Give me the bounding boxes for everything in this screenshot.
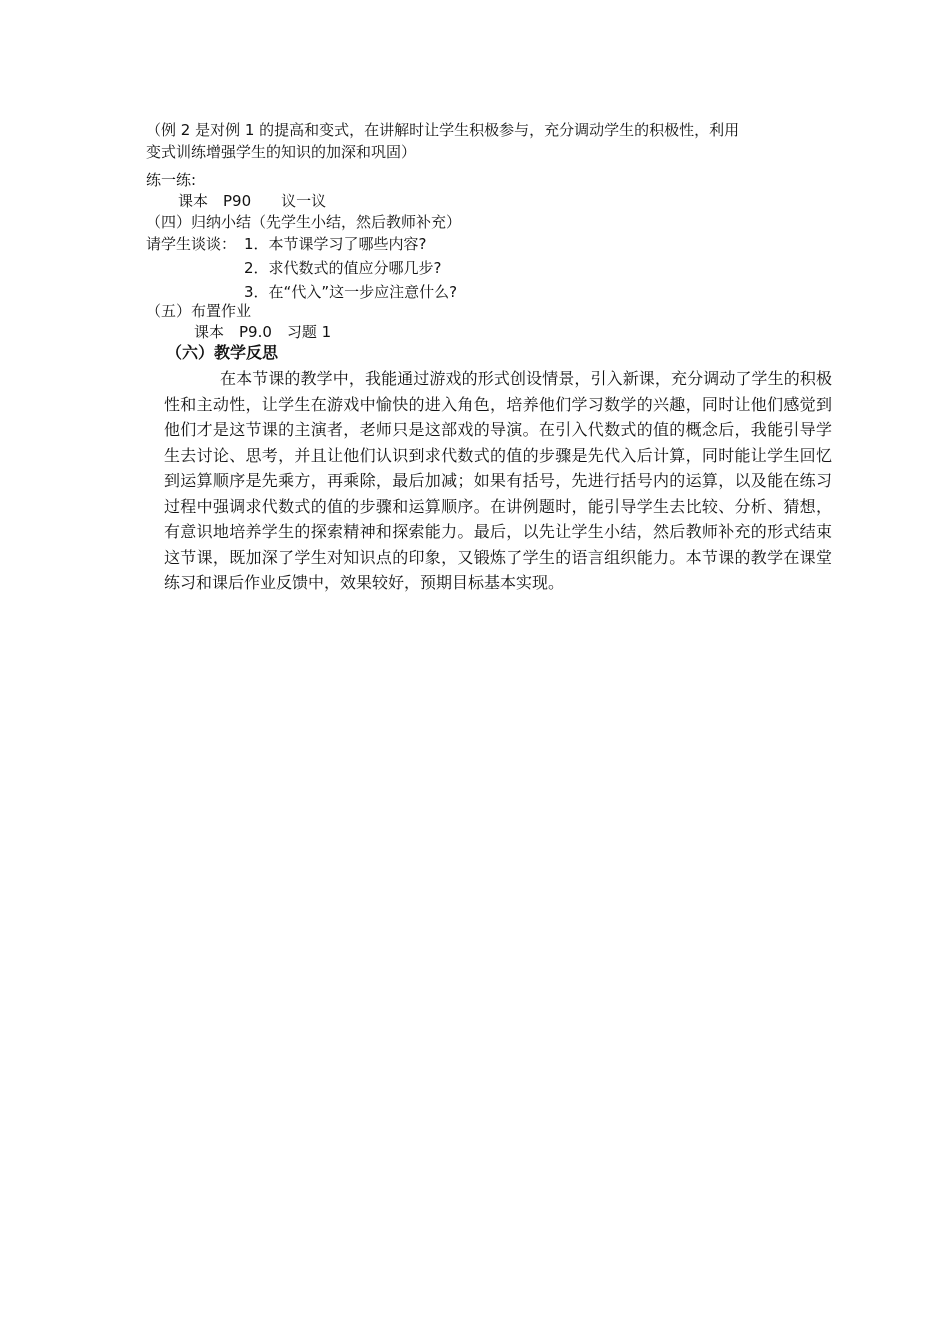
summary-question-2: 2．求代数式的值应分哪几步? — [244, 259, 442, 277]
summary-title: （四）归纳小结（先学生小结，然后教师补充） — [146, 213, 462, 231]
intro-line-1: （例 2 是对例 1 的提高和变式，在讲解时让学生积极参与，充分调动学生的积极性，利用 — [146, 121, 740, 139]
summary-prompt: 请学生谈谈： — [146, 235, 237, 253]
summary-question-1: 1．本节课学习了哪些内容? — [244, 235, 427, 253]
summary-question-3: 3．在“代入”这一步应注意什么? — [244, 283, 458, 301]
homework-title: （五）布置作业 — [146, 302, 252, 320]
homework-item: 课本 P9.0 习题 1 — [194, 323, 332, 341]
intro-line-2: 变式训练增强学生的知识的加深和巩固） — [146, 143, 417, 161]
reflection-paragraph: 在本节课的教学中，我能通过游戏的形式创设情景，引入新课，充分调动了学生的积极性和主动性，让学生在游戏中愉快的进入角色，培养他们学习数学的兴趣，同时让他们感觉到他们才是这节课的主演者，老师只是这部戏的导演。在引入代数式的值的概念后，我能引导学生去讨论、思考，并且让他们认识到求代数式的值的步骤是先代入后计算，同时能让学生回忆到运算顺序是先乘方，再乘除，最后加减；如果有括号，先进行括号内的运算，以及能在练习过程中强调求代数式的值的步骤和运算顺序。在讲例题时，能引导学生去比较、分析、猜想，有意识地培养学生的探索精神和探索能力。最后，以先让学生小结，然后教师补充的形式结束这节课，既加深了学生对知识点的印象，又锻炼了学生的语言组织能力。本节课的教学在课堂练习和课后作业反馈中，效果较好，预期目标基本实现。 — [164, 369, 832, 592]
reflection-title: （六）教学反思 — [166, 343, 279, 362]
practice-label: 练一练: — [146, 171, 197, 189]
practice-item: 课本 P90 议一议 — [178, 192, 327, 210]
